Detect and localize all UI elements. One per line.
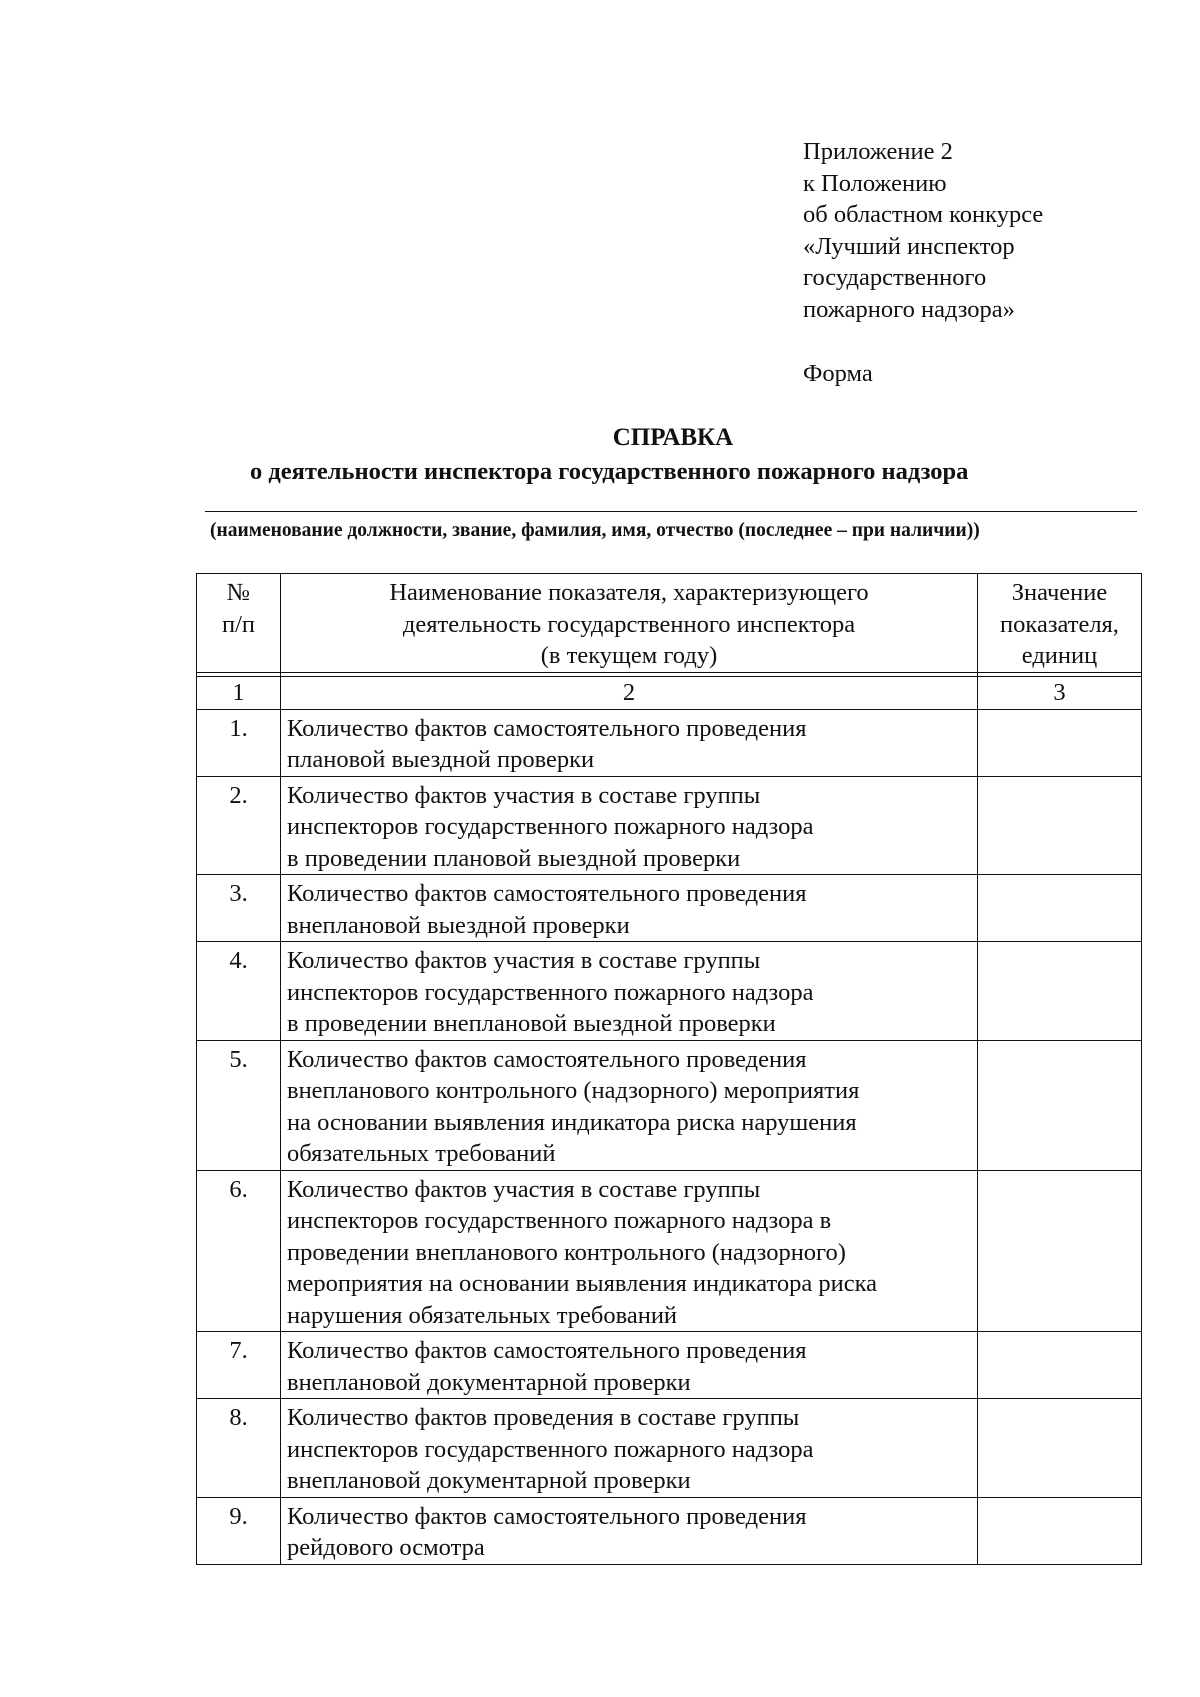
row-number: 3. bbox=[197, 875, 281, 942]
indicator-line: инспекторов государственного пожарного надзора bbox=[287, 1435, 814, 1463]
row-number: 2. bbox=[197, 776, 281, 875]
indicator-line: на основании выявления индикатора риска нарушения bbox=[287, 1108, 857, 1136]
annex-line: пожарного надзора» bbox=[803, 295, 1015, 323]
indicator-name bbox=[281, 1332, 978, 1399]
indicator-name bbox=[281, 776, 978, 875]
indicator-line: Количество фактов проведения в составе группы bbox=[287, 1404, 800, 1431]
indicator-line: обязательных требований bbox=[287, 1140, 556, 1167]
row-number: 7. bbox=[197, 1332, 281, 1399]
indicator-value-cell[interactable] bbox=[978, 875, 1142, 942]
indicator-value-cell[interactable] bbox=[978, 1040, 1142, 1170]
table-row bbox=[197, 1399, 1142, 1498]
indicator-line: рейдового осмотра bbox=[287, 1534, 485, 1561]
indicator-line: в проведении плановой выездной проверки bbox=[287, 844, 741, 872]
indicator-value-cell[interactable] bbox=[978, 709, 1142, 776]
name-hint: (наименование должности, звание, фамилия, имя, отчество (последнее – при наличии)) bbox=[210, 520, 980, 541]
table-row bbox=[197, 1332, 1142, 1399]
indicator-name bbox=[281, 875, 978, 942]
form-label: Форма bbox=[803, 360, 873, 387]
indicator-line: инспекторов государственного пожарного надзора bbox=[287, 978, 814, 1006]
indicators-table bbox=[196, 573, 1142, 1565]
indicator-value-cell[interactable] bbox=[978, 1497, 1142, 1564]
row-number: 5. bbox=[197, 1040, 281, 1170]
indicator-name bbox=[281, 1497, 978, 1564]
column-index-row bbox=[197, 676, 1142, 709]
document-subtitle: о деятельности инспектора государственного пожарного надзора bbox=[250, 458, 969, 485]
indicator-line: проведении внепланового контрольного (надзорного) bbox=[287, 1238, 846, 1266]
header-value bbox=[978, 574, 1142, 673]
indicator-name bbox=[281, 1170, 978, 1332]
annex-line: об областном конкурсе bbox=[803, 201, 1044, 228]
column-index: 3 bbox=[978, 676, 1142, 709]
indicator-name bbox=[281, 709, 978, 776]
indicator-line: в проведении внеплановой выездной проверки bbox=[287, 1010, 776, 1037]
indicator-line: инспекторов государственного пожарного надзора в bbox=[287, 1207, 832, 1234]
header-value-line: Значение bbox=[1011, 579, 1108, 606]
header-value-line: единиц bbox=[1021, 642, 1098, 669]
table-row bbox=[197, 776, 1142, 875]
column-index: 1 bbox=[197, 676, 281, 709]
annex-line: государственного bbox=[803, 264, 987, 291]
header-number bbox=[197, 574, 281, 673]
header-value-line: показателя, bbox=[1000, 610, 1119, 638]
header-number-line: № bbox=[226, 579, 251, 606]
indicator-line: Количество фактов самостоятельного проведения bbox=[287, 880, 807, 907]
table-header-row bbox=[197, 574, 1142, 673]
table-row bbox=[197, 942, 1142, 1041]
header-name-line: Наименование показателя, характеризующего bbox=[389, 579, 869, 606]
indicator-line: Количество фактов самостоятельного проведения bbox=[287, 714, 807, 742]
table-body bbox=[197, 709, 1142, 1564]
indicator-line: внеплановой документарной проверки bbox=[287, 1467, 691, 1494]
indicator-line: плановой выездной проверки bbox=[287, 746, 595, 773]
table-row bbox=[197, 709, 1142, 776]
document-title: СПРАВКА bbox=[612, 424, 734, 451]
table-row bbox=[197, 1040, 1142, 1170]
indicator-name bbox=[281, 1399, 978, 1498]
indicator-line: нарушения обязательных требований bbox=[287, 1301, 678, 1329]
indicator-line: Количество фактов самостоятельного проведения bbox=[287, 1502, 807, 1530]
indicator-value-cell[interactable] bbox=[978, 1399, 1142, 1498]
indicator-value-cell[interactable] bbox=[978, 1332, 1142, 1399]
annex-block bbox=[803, 136, 1043, 325]
indicator-line: Количество фактов самостоятельного проведения bbox=[287, 1337, 807, 1364]
row-number: 9. bbox=[197, 1497, 281, 1564]
header-name bbox=[281, 574, 978, 673]
header-name-line: (в текущем году) bbox=[540, 642, 718, 669]
indicator-line: мероприятия на основании выявления индикатора риска bbox=[287, 1270, 877, 1297]
indicator-value-cell[interactable] bbox=[978, 776, 1142, 875]
row-number: 4. bbox=[197, 942, 281, 1041]
indicator-line: Количество фактов участия в составе группы bbox=[287, 1175, 761, 1203]
indicator-value-cell[interactable] bbox=[978, 942, 1142, 1041]
row-number: 8. bbox=[197, 1399, 281, 1498]
annex-line: Приложение 2 bbox=[803, 138, 953, 165]
name-fill-line[interactable] bbox=[205, 511, 1137, 512]
header-name-line: деятельность государственного инспектора bbox=[402, 610, 856, 638]
indicator-line: внеплановой документарной проверки bbox=[287, 1368, 691, 1396]
indicator-name bbox=[281, 1040, 978, 1170]
annex-line: к Положению bbox=[803, 169, 947, 197]
indicator-line: внеплановой выездной проверки bbox=[287, 911, 630, 939]
table-row bbox=[197, 1497, 1142, 1564]
row-number: 6. bbox=[197, 1170, 281, 1332]
table-row bbox=[197, 875, 1142, 942]
header-number-line: п/п bbox=[221, 610, 256, 638]
indicator-line: внепланового контрольного (надзорного) мероприятия bbox=[287, 1077, 860, 1104]
column-index: 2 bbox=[281, 676, 978, 709]
row-number: 1. bbox=[197, 709, 281, 776]
indicator-line: Количество фактов участия в составе группы bbox=[287, 781, 761, 809]
indicator-name bbox=[281, 942, 978, 1041]
indicator-line: инспекторов государственного пожарного надзора bbox=[287, 813, 814, 840]
indicator-value-cell[interactable] bbox=[978, 1170, 1142, 1332]
annex-line: «Лучший инспектор bbox=[803, 232, 1015, 260]
indicator-line: Количество фактов самостоятельного проведения bbox=[287, 1045, 807, 1073]
indicator-line: Количество фактов участия в составе группы bbox=[287, 947, 761, 974]
table-row bbox=[197, 1170, 1142, 1332]
